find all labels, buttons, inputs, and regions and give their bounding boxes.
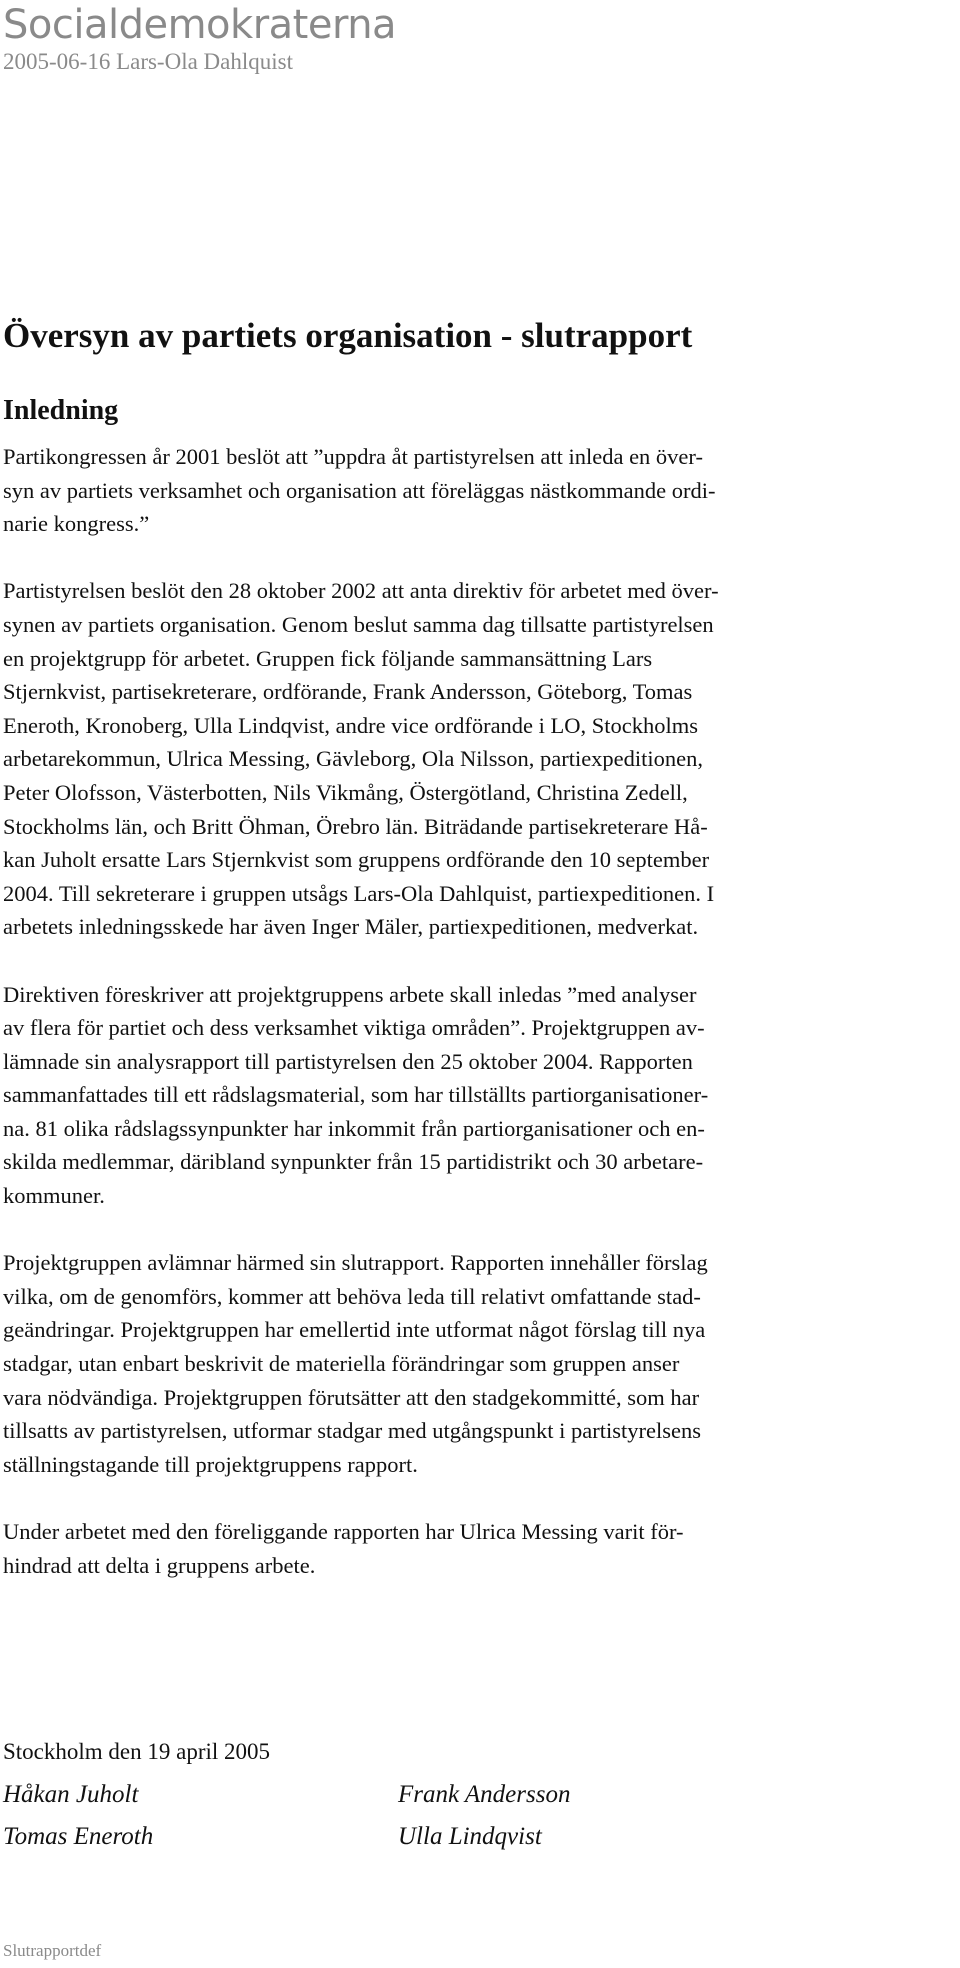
text-line: na. 81 olika rådslagssynpunkter har inkommit från partiorganisationer och en- xyxy=(3,1115,705,1141)
paragraph xyxy=(3,574,953,944)
text-line: Under arbetet med den föreliggande rapporten har Ulrica Messing varit för- xyxy=(3,1519,684,1544)
text-line: en projektgrupp för arbetet. Gruppen fick följande sammansättning Lars xyxy=(3,645,653,671)
signoff-place-date: Stockholm den 19 april 2005 xyxy=(3,1739,271,1764)
text-line: kommuner. xyxy=(3,1183,105,1209)
signature-name: Ulla Lindqvist xyxy=(398,1823,542,1850)
text-line: Peter Olofsson, Västerbotten, Nils Vikmång, Östergötland, Christina Zedell, xyxy=(3,779,688,805)
signature-name: Tomas Eneroth xyxy=(3,1823,154,1850)
text-line: Projektgruppen avlämnar härmed sin slutrapport. Rapporten innehåller förslag xyxy=(3,1250,708,1276)
document-date-author: 2005-06-16 Lars-Ola Dahlquist xyxy=(3,49,293,74)
text-line: Eneroth, Kronoberg, Ulla Lindqvist, andre vice ordförande i LO, Stockholms xyxy=(3,712,699,738)
text-line: Stockholms län, och Britt Öhman, Örebro län. Biträdande partisekreterare Hå- xyxy=(3,813,708,839)
signature-name: Håkan Juholt xyxy=(3,1781,139,1808)
text-line: hindrad att delta i gruppens arbete. xyxy=(3,1552,316,1578)
text-line: 2004. Till sekreterare i gruppen utsågs Lars-Ola Dahlquist, partiexpeditionen. I xyxy=(3,880,715,906)
paragraph xyxy=(3,1246,953,1481)
text-line: Stjernkvist, partisekreterare, ordförande, Frank Andersson, Göteborg, Tomas xyxy=(3,679,693,705)
text-line: stadgar, utan enbart beskrivit de materiella förändringar som gruppen anser xyxy=(3,1351,680,1377)
text-line: narie kongress.” xyxy=(3,511,150,537)
text-line: tillsatts av partistyrelsen, utformar stadgar med utgångspunkt i partistyrelsens xyxy=(3,1418,701,1444)
section-heading: Inledning xyxy=(3,395,119,426)
text-line: vara nödvändiga. Projektgruppen förutsätter att den stadgekommitté, som har xyxy=(3,1384,700,1410)
text-line: sammanfattades till ett rådslagsmaterial, som har tillställts partiorganisationer- xyxy=(3,1082,709,1108)
paragraph xyxy=(3,1515,953,1582)
page-title: Översyn av partiets organisation - slutrapport xyxy=(3,316,693,355)
text-line: av flera för partiet och dess verksamhet viktiga områden”. Projektgruppen av- xyxy=(3,1015,705,1041)
text-line: arbetarekommun, Ulrica Messing, Gävleborg, Ola Nilsson, partiexpeditionen, xyxy=(3,746,704,772)
text-line: Partistyrelsen beslöt den 28 oktober 2002 att anta direktiv för arbetet med över- xyxy=(3,578,719,604)
text-line: ställningstagande till projektgruppens rapport. xyxy=(3,1451,418,1477)
signature-name: Frank Andersson xyxy=(398,1781,571,1808)
text-line: lämnade sin analysrapport till partistyrelsen den 25 oktober 2004. Rapporten xyxy=(3,1048,693,1074)
text-line: Direktiven föreskriver att projektgruppens arbete skall inledas ”med analyser xyxy=(3,981,697,1007)
text-line: geändringar. Projektgruppen har emellertid inte utformat något förslag till nya xyxy=(3,1317,706,1343)
text-line: kan Juholt ersatte Lars Stjernkvist som gruppens ordförande den 10 september xyxy=(3,847,710,873)
text-line: syn av partiets verksamhet och organisation att föreläggas nästkommande ordi- xyxy=(3,477,716,503)
paragraph xyxy=(3,440,953,541)
text-line: vilka, om de genomförs, kommer att behöva leda till relativt omfattande stad- xyxy=(3,1283,701,1309)
text-line: Partikongressen år 2001 beslöt att ”uppdra åt partistyrelsen att inleda en över- xyxy=(3,444,703,469)
brand-logo-text: Socialdemokraterna xyxy=(3,2,397,48)
footer-filename: Slutrapportdef xyxy=(3,1941,102,1960)
text-line: arbetets inledningsskede har även Inger Mäler, partiexpeditionen, medverkat. xyxy=(3,914,699,940)
text-line: synen av partiets organisation. Genom beslut samma dag tillsatte partistyrelsen xyxy=(3,611,714,637)
document-body xyxy=(3,440,953,1616)
text-line: skilda medlemmar, däribland synpunkter från 15 partidistrikt och 30 arbetare- xyxy=(3,1149,704,1175)
paragraph xyxy=(3,978,953,1213)
